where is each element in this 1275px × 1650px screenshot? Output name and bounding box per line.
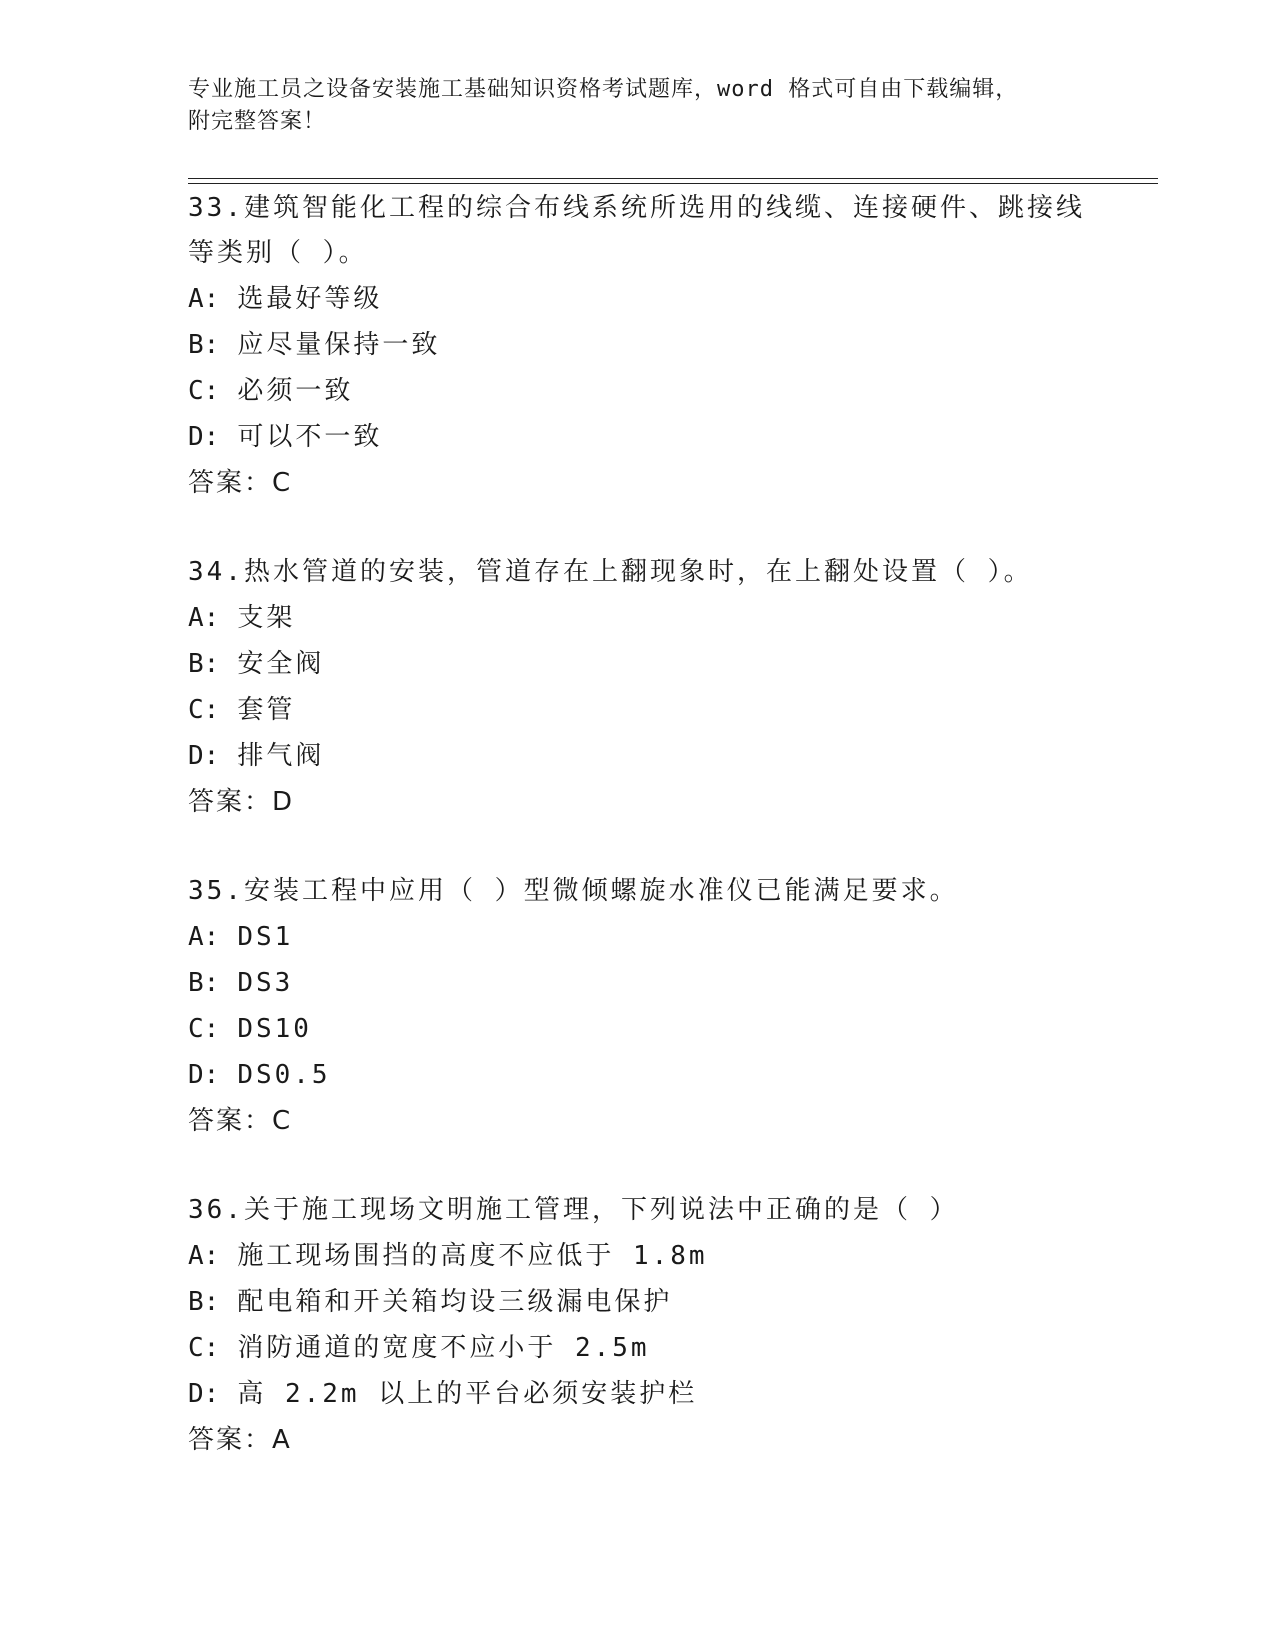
option-text: 可以不一致 <box>237 422 383 452</box>
option-letter: D: <box>188 741 220 771</box>
option-letter: D: <box>188 1379 220 1409</box>
answer-text: 答案：D <box>188 787 295 817</box>
option-text: DS3 <box>237 968 294 998</box>
option-letter: B: <box>188 649 220 679</box>
header-divider-bottom <box>188 183 1158 184</box>
question-34 <box>188 550 1148 825</box>
header-divider-top <box>188 178 1158 179</box>
option-letter: C: <box>188 1014 220 1044</box>
option-letter: D: <box>188 1060 220 1090</box>
option-text: 高 2.2m 以上的平台必须安装护栏 <box>237 1379 698 1409</box>
option-text: 必须一致 <box>237 376 354 406</box>
option-text: 排气阀 <box>237 741 325 771</box>
option-b <box>188 641 1148 687</box>
answer-text: 答案：A <box>188 1425 292 1455</box>
option-text: 应尽量保持一致 <box>237 330 441 360</box>
option-text: DS0.5 <box>237 1060 331 1090</box>
option-letter: B: <box>188 968 220 998</box>
option-text: DS10 <box>237 1014 312 1044</box>
question-33 <box>188 186 1148 506</box>
option-letter: A: <box>188 922 220 952</box>
option-d <box>188 1052 1148 1098</box>
question-36 <box>188 1188 1148 1463</box>
question-35 <box>188 869 1148 1144</box>
option-letter: B: <box>188 1287 220 1317</box>
question-text: 36.关于施工现场文明施工管理，下列说法中正确的是（ ） <box>188 1195 959 1225</box>
option-letter: A: <box>188 1241 220 1271</box>
option-c <box>188 368 1148 414</box>
option-text: 支架 <box>237 603 296 633</box>
option-b <box>188 960 1148 1006</box>
option-a <box>188 276 1148 322</box>
option-text: 套管 <box>237 695 296 725</box>
option-letter: B: <box>188 330 220 360</box>
header-line-2: 附完整答案！ <box>188 109 327 134</box>
header-line-1: 专业施工员之设备安装施工基础知识资格考试题库，word 格式可自由下载编辑， <box>188 77 1019 102</box>
question-list <box>188 186 1148 1463</box>
option-d <box>188 414 1148 460</box>
answer-text: 答案：C <box>188 468 293 498</box>
option-a <box>188 595 1148 641</box>
option-text: 配电箱和开关箱均设三级漏电保护 <box>237 1287 673 1317</box>
answer-text: 答案：C <box>188 1106 293 1136</box>
option-a <box>188 1233 1148 1279</box>
option-c <box>188 687 1148 733</box>
option-text: DS1 <box>237 922 294 952</box>
option-letter: C: <box>188 1333 220 1363</box>
option-b <box>188 1279 1148 1325</box>
option-d <box>188 1371 1148 1417</box>
option-letter: A: <box>188 603 220 633</box>
option-letter: C: <box>188 695 220 725</box>
option-a <box>188 914 1148 960</box>
option-letter: D: <box>188 422 220 452</box>
option-c <box>188 1325 1148 1371</box>
option-d <box>188 733 1148 779</box>
option-letter: A: <box>188 284 220 314</box>
option-text: 施工现场围挡的高度不应低于 1.8m <box>237 1241 708 1271</box>
option-text: 选最好等级 <box>237 284 383 314</box>
option-text: 安全阀 <box>237 649 325 679</box>
document-header <box>188 74 1088 138</box>
question-text: 34.热水管道的安装，管道存在上翻现象时，在上翻处设置（ ）。 <box>188 557 1033 587</box>
option-c <box>188 1006 1148 1052</box>
question-text: 33.建筑智能化工程的综合布线系统所选用的线缆、连接硬件、跳接线等类别（ ）。 <box>188 193 1085 268</box>
question-text: 35.安装工程中应用（ ）型微倾螺旋水准仪已能满足要求。 <box>188 876 959 906</box>
option-b <box>188 322 1148 368</box>
option-text: 消防通道的宽度不应小于 2.5m <box>237 1333 650 1363</box>
option-letter: C: <box>188 376 220 406</box>
